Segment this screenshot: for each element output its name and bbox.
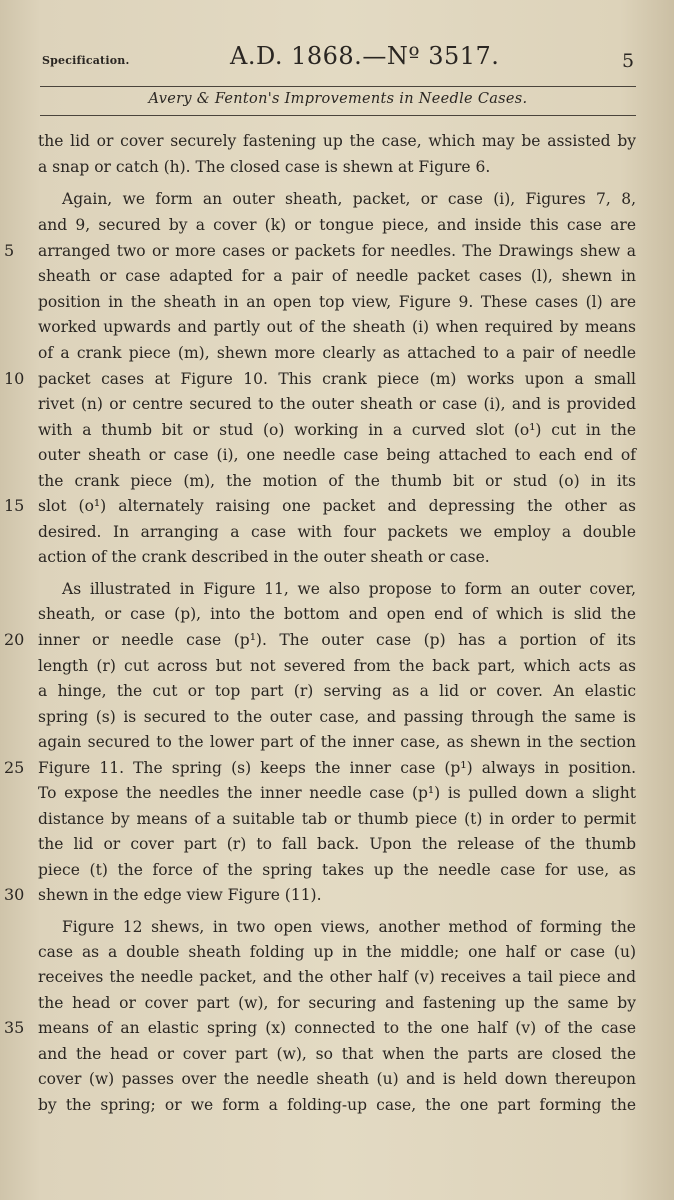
text-line: by the spring; or we form a folding-up case, the one part forming the [38,1096,636,1114]
text-line: sheath or case adapted for a pair of needle packet cases (l), shewn in [38,267,636,285]
text-line: shewn in the edge view Figure (11). [38,886,322,904]
text-line: position in the sheath in an open top view, Figure 9. These cases (l) are [38,293,636,311]
text-line: packet cases at Figure 10. This crank piece (m) works upon a small [38,370,636,388]
page-number: 5 [622,50,635,72]
text-line: Figure 12 shews, in two open views, another method of forming the [62,918,636,936]
text-line: means of an elastic spring (x) connected to the one half (v) of the case [38,1019,636,1037]
text-line: piece (t) the force of the spring takes up the needle case for use, as [38,861,636,879]
text-line: distance by means of a suitable tab or thumb piece (t) in order to permit [38,810,636,828]
page-title: A.D. 1868.—Nº 3517. [230,42,500,70]
text-line: of a crank piece (m), shewn more clearly as attached to a pair of needle [38,344,636,362]
text-line: arranged two or more cases or packets for needles. The Drawings shew a [38,242,636,260]
line-number-15: 15 [4,496,25,515]
text-line: desired. In arranging a case with four packets we employ a double [38,523,636,541]
header-rule-bottom [40,115,636,116]
line-number-35: 35 [4,1018,25,1037]
text-line: receives the needle packet, and the other half (v) receives a tail piece and [38,968,636,986]
line-number-10: 10 [4,369,25,388]
line-number-30: 30 [4,885,25,904]
line-number-25: 25 [4,758,25,777]
text-line: and 9, secured by a cover (k) or tongue piece, and inside this case are [38,216,636,234]
running-subtitle: Avery & Fenton's Improvements in Needle Cases. [148,91,528,107]
text-line: the lid or cover securely fastening up the case, which may be assisted by [38,132,636,150]
text-line: outer sheath or case (i), one needle case being attached to each end of [38,446,636,464]
text-line: action of the crank described in the outer sheath or case. [38,548,490,566]
text-line: cover (w) passes over the needle sheath (u) and is held down thereupon [38,1070,636,1088]
text-line: worked upwards and partly out of the sheath (i) when required by means [38,318,636,336]
text-line: As illustrated in Figure 11, we also propose to form an outer cover, [62,580,636,598]
text-line: the head or cover part (w), for securing and fastening up the same by [38,994,636,1012]
line-number-20: 20 [4,630,25,649]
text-line: Again, we form an outer sheath, packet, or case (i), Figures 7, 8, [62,190,636,208]
text-line: with a thumb bit or stud (o) working in a curved slot (o¹) cut in the [38,421,636,439]
header-rule-top [40,86,636,87]
text-line: Figure 11. The spring (s) keeps the inner case (p¹) always in position. [38,759,636,777]
text-line: sheath, or case (p), into the bottom and open end of which is slid the [38,605,636,623]
page-header [0,40,674,80]
text-line: a hinge, the cut or top part (r) serving as a lid or cover. An elastic [38,682,636,700]
text-line: slot (o¹) alternately raising one packet and depressing the other as [38,497,636,515]
text-line: a snap or catch (h). The closed case is shewn at Figure 6. [38,158,491,176]
text-line: inner or needle case (p¹). The outer case (p) has a portion of its [38,631,636,649]
line-number-5: 5 [4,241,15,260]
text-line: rivet (n) or centre secured to the outer sheath or case (i), and is provided [38,395,636,413]
text-line: spring (s) is secured to the outer case, and passing through the same is [38,708,636,726]
section-label: Specification. [42,54,130,67]
text-line: To expose the needles the inner needle case (p¹) is pulled down a slight [38,784,636,802]
text-line: the lid or cover part (r) to fall back. Upon the release of the thumb [38,835,636,853]
text-line: case as a double sheath folding up in the middle; one half or case (u) [38,943,636,961]
text-line: and the head or cover part (w), so that when the parts are closed the [38,1045,636,1063]
text-line: the crank piece (m), the motion of the thumb bit or stud (o) in its [38,472,636,490]
text-line: length (r) cut across but not severed from the back part, which acts as [38,657,636,675]
text-line: again secured to the lower part of the inner case, as shewn in the section [38,733,636,751]
